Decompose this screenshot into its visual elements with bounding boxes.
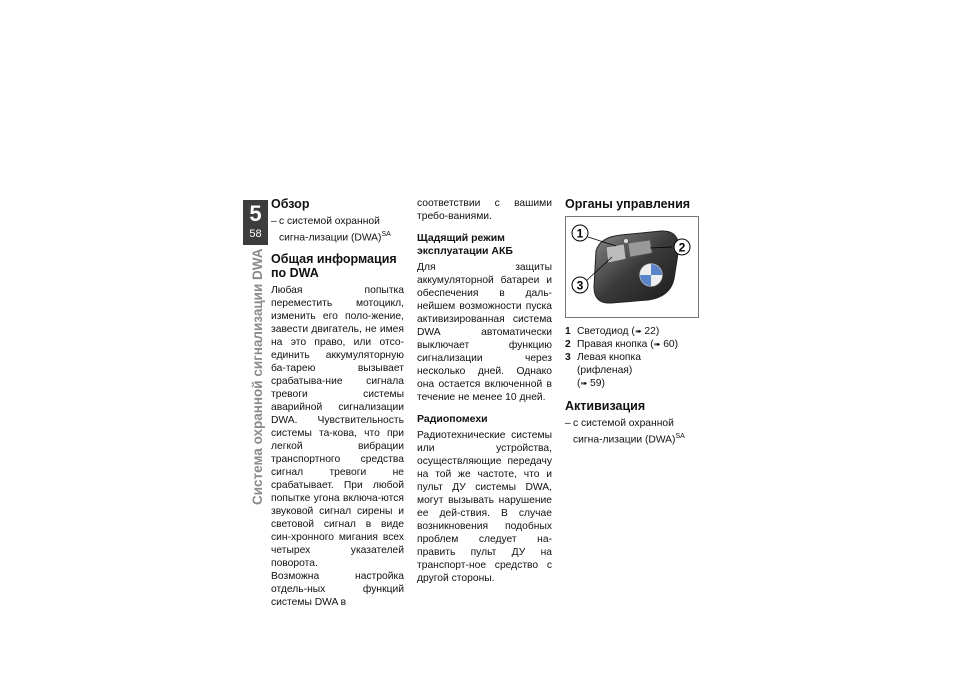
page-number: 58 <box>249 228 262 240</box>
chapter-number: 5 <box>249 201 262 226</box>
legend-item <box>565 351 699 390</box>
sa-item <box>565 417 699 446</box>
side-chapter-title: Система охранной сигнализации DWA <box>250 248 265 505</box>
sa-item-text: с системой охранной сигна-лизации (DWA)$^{SA}$ <box>573 418 685 446</box>
legend-number: 1 <box>565 326 571 337</box>
legend-text: Левая кнопка (рифленая) (➠ 59) <box>577 352 641 389</box>
paragraph-battery: Для защиты аккумуляторной батареи и обеспечения в даль-нейшем возможности пуска активизированная система DWA автоматически выключает функцию сигнализации через несколько дней. Однако она остается включенной в течение не менее 10 дней. <box>417 262 552 403</box>
callout-2: 2 <box>678 240 686 255</box>
dash-bullet: – <box>565 418 571 429</box>
chapter-marker <box>243 200 268 245</box>
sa-superscript: SA <box>675 433 685 440</box>
heading-overview: Обзор <box>271 197 310 211</box>
legend-number: 2 <box>565 339 571 350</box>
heading-battery-mode: Щадящий режим эксплуатации АКБ <box>417 232 513 257</box>
heading-general-info: Общая информация по DWA <box>271 252 397 281</box>
page-ref: 22 <box>644 326 656 337</box>
page-ref: 60 <box>663 339 675 350</box>
arrow-icon: ➠ <box>653 340 661 349</box>
remote-key-figure <box>565 216 699 318</box>
legend-item <box>565 325 699 338</box>
column-3 <box>565 197 699 454</box>
dash-bullet: – <box>271 216 277 227</box>
column-1 <box>271 197 404 609</box>
sa-item-text: с системой охранной сигна-лизации (DWA)$^{SA}$ <box>279 216 391 244</box>
arrow-icon: ➠ <box>580 379 588 388</box>
paragraph-radio: Радиотехнические системы или устройства, осуществляющие передачу на той же частоте, что и пульт ДУ системы DWA, могут вызывать нарушение ее дей-ствия. В случае возникновения подобных проблем следует на-править пульт ДУ на транспорт-ное средство с другой стороны. <box>417 430 552 584</box>
legend-list <box>565 325 699 390</box>
legend-text: Светодиод (➠ 22) <box>577 326 660 337</box>
sa-item <box>271 215 404 244</box>
legend-text: Правая кнопка (➠ 60) <box>577 339 679 350</box>
paragraph-general: Любая попытка переместить мотоцикл, изменить его поло-жение, завести двигатель, не имея на это право, или отсо-единить аккумуляторную ба-тарею вызывает срабатыва-ние сигнала тревоги системы аварийной сигнализации DWA. Чувствительность системы та-кова, что при легкой вибрации транспортного средства сигнал тревоги не срабатывает. При любой попытке угона включа-ются звуковой сигнал сирены и световой сигнал в виде син-хронного мигания всех четырех указателей поворота. <box>271 285 404 570</box>
callout-1: 1 <box>576 226 584 241</box>
page-ref: 59 <box>590 378 602 389</box>
arrow-icon: ➠ <box>634 327 642 336</box>
heading-radio-interference: Радиопомехи <box>417 413 488 425</box>
heading-activation: Активизация <box>565 399 646 413</box>
legend-item <box>565 338 699 351</box>
legend-number: 3 <box>565 352 571 363</box>
sa-superscript: SA <box>381 231 391 238</box>
paragraph-settings: Возможна настройка отдель-ных функций системы DWA в <box>271 571 404 609</box>
column-2 <box>417 197 552 585</box>
paragraph-continued: соответствии с вашими требо-ваниями. <box>417 198 552 222</box>
callout-3: 3 <box>576 278 584 293</box>
heading-controls: Органы управления <box>565 197 691 211</box>
remote-key-illustration <box>566 217 698 317</box>
